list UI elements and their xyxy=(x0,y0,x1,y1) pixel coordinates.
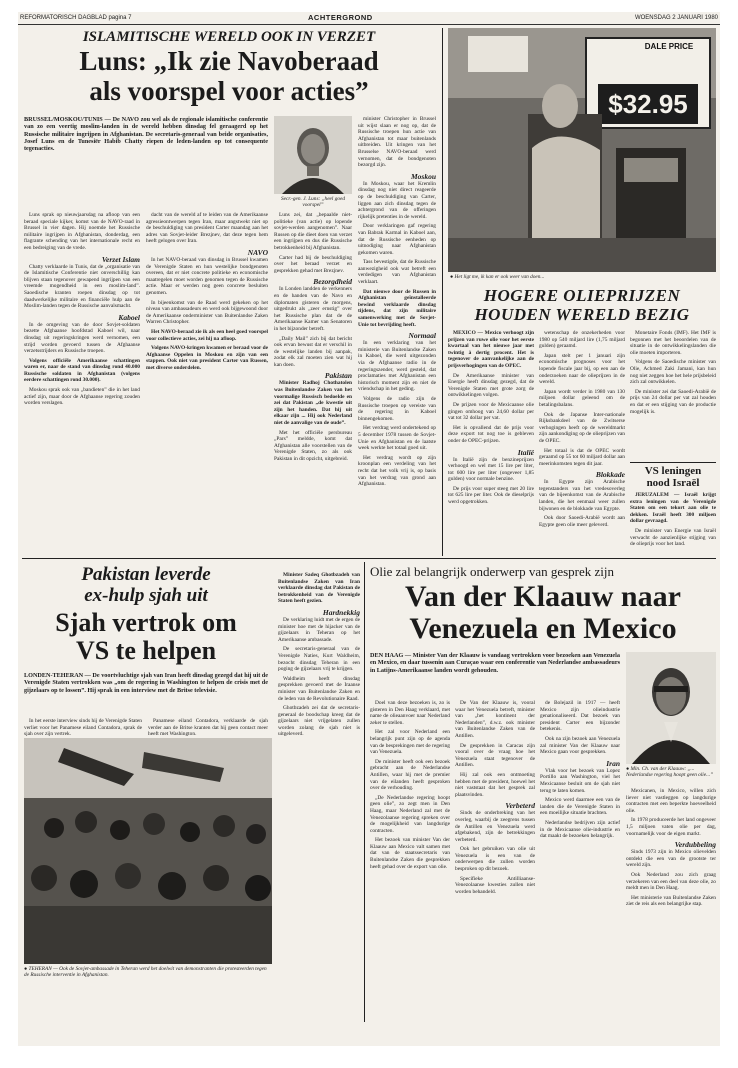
luns-column-1 xyxy=(24,212,140,552)
paragraph: Het bezoek van minister Van der Klaauw aan Mexico valt samen met dat van de staatssecretaris van Buitenlandse Zaken die gesprekken heeft gehad over de export van olie. xyxy=(370,837,450,870)
paragraph: In Egypte zijn Arabische tegenstanders van het vredesoverleg van de bijeenkomst van de Arabische landen, die het eenmaal weer zullen bijwonen en de blokkade van Egypte. xyxy=(539,479,625,512)
paragraph: de Bolejazil in 1917 — heeft Mexico zijn olieindustrie genationaliseerd. Dat bezoek van president Carter een bijzonder betekenis. xyxy=(540,700,620,733)
oil-photo-caption xyxy=(450,274,716,280)
paragraph: De minister heeft ook een bezoek gebracht aan de Nederlandse Antillen, waar hij met de premier van de eilanden heeft gesproken over de verhouding. xyxy=(370,758,450,792)
paragraph: Tass bevestigde, dat de Russische aanwezigheid ook wat betreft een verdedigen van Afghanistan verklaart. xyxy=(358,259,436,286)
paragraph: Doel van deze bezoeken is, zo is gisteren in Den Haag verklaard, met name de olieaanvoer naar Nederland zeker te stellen. xyxy=(370,700,450,726)
subheading-kaboel: Kaboel xyxy=(118,312,140,322)
masthead xyxy=(18,12,720,25)
subheading-bezorgdheid: Bezorgdheid xyxy=(313,277,352,287)
price-sign-label: DALE PRICE xyxy=(644,42,694,51)
paragraph: Volgens NAVO-kringen kwamen er beraad voor de Afghaanse Oppelen in Moskou en zijn van een stappen. Ook niet van president Carter van Russen, met diverse onderdelen. xyxy=(146,345,268,371)
subheading-pakistan: Pakistan xyxy=(324,371,352,381)
oil-column-2 xyxy=(539,330,625,554)
protest-illustration xyxy=(24,738,272,964)
klaauw-column-4 xyxy=(626,788,716,1020)
paragraph: In het eerste interview sinds hij de Verenigde Staten verliet voor het Panamese eiland Contadora, sprak de sjah over zijn vertrek. xyxy=(24,718,142,738)
bullet-icon: ● xyxy=(626,766,631,772)
paragraph: De prijs voor super steeg met 20 lire tot 625 lire per liter. Ook de dieselprijs werd opgetrokken. xyxy=(448,485,534,506)
paragraph: Minister Sadeq Ghotbzadeh van Buitenlandse Zaken van Iran verklaarde dinsdag dat Pakistan de betrokkenheid van de Verenigde Staten heeft gezien. xyxy=(278,572,360,605)
oil-column-1 xyxy=(448,330,534,554)
paper-name: REFORMATORISCH DAGBLAD pagina 7 xyxy=(20,15,132,21)
paragraph: De Amerikaanse minister van Energie heeft dinsdag gezegd, dat de Verenigde Staten met grote zorg de ontwikkelingen volgen. xyxy=(448,372,534,399)
paragraph: Het zal voor Nederland een belangrijk punt zijn op de agenda van de besprekingen met de regering van Venezuela. xyxy=(370,729,450,756)
paragraph: Japan stelt per 1 januari zijn economische prognoses voor het lopende fiscale jaar bij, op een aan de onderzoeken naar de olieprijzen in de wereld. xyxy=(539,352,625,386)
paragraph: Waldheim heeft dinsdag gesprekken gevoerd met de Iraanse minister van Buitenlandse Zaken en de leden van de Revolutionaire Raad. xyxy=(278,675,360,702)
oil-headline-line2: HOUDEN WERELD BEZIG xyxy=(474,305,690,324)
paragraph: Sinds 1973 zijn in Mexico olievelden ontdekt die een van de grootste ter wereld zijn. xyxy=(626,849,716,869)
luns-column-2 xyxy=(146,212,268,552)
subheading-iran: Iran xyxy=(606,758,620,768)
oil-photo-caption-text: Het ligt me, ik kan er ook weer van doen... xyxy=(454,274,545,280)
subheading-verbeterd: Verbeterd xyxy=(505,801,535,811)
bullet-icon: ● xyxy=(450,274,455,280)
luns-column-3 xyxy=(274,212,352,552)
subheading-blokkade: Blokkade xyxy=(595,470,625,480)
subheading-italie: Italië xyxy=(517,447,534,457)
subheading-verzet-islam: Verzet Islam xyxy=(101,254,140,264)
paragraph: Het ministerie van Buitenlandse Zaken ziet de reis als een belangrijke stap. xyxy=(626,894,716,908)
israel-headline-line1: VS leningen xyxy=(644,465,702,477)
klaauw-photo-caption xyxy=(626,766,716,778)
paragraph: Monetaire Fonds (IMF). Het IMF is begonnen met het beoordelen van de situatie in de ontwikkelingslanden die olie moeten importeren. xyxy=(630,330,716,356)
paragraph: Panamese eiland Contadora, verklaarde de sjah verder aan de Britse kranten dat hij geen contact meer heeft met Washington. xyxy=(148,718,268,738)
portrait-illustration xyxy=(626,652,716,764)
paragraph: Het verdrag werd ondertekend op 5 december 1978 tussen de Sovjet-Unie en Afghanistan en de laatste week werkte het totaal goed uit. xyxy=(358,425,436,452)
paragraph: JERUZALEM — Israël krijgt extra leningen van de Verenigde Staten om een tekort aan olie te dekken. Israël heeft 300 miljoen dollar gevraagd. xyxy=(630,492,716,525)
teheran-protest-photo xyxy=(24,738,272,964)
sjah-column-2 xyxy=(148,718,268,738)
klaauw-column-2 xyxy=(455,700,535,1020)
klaauw-lead: DEN HAAG — Minister Van der Klaauw is vandaag vertrokken voor bezoeken aan Venezuela en Mexico, en daar tussenin aan Curaçao waar een conferentie van Nederlandse ambassadeurs in Latijns-Amerikaanse landen wordt gehouden. xyxy=(370,652,620,674)
paragraph: dacht van de wereld af te leiden van de Amerikaanse agressieontwerpen tegen Iran, maar angstwekt niet op de beschuldiging van president Carter maandag aan het adres van Sovjet-leider Brezjnev, dat deze tegen hem heeft gelogen over Iran. xyxy=(146,212,268,245)
paragraph: In Moskou, waar het Kremlin dinsdag nog niet direct reageerde op de beschuldiging van Carter, liggen aan zich dinsdag tegen de achtergrond van de offeringen rijkelijk pretenties in de wereld. xyxy=(358,180,436,220)
paragraph: In het NAVO-beraad van dinsdag in Brussel kwamen de Verenigde Staten en hun westelijke bondgenoten overeen, dat er niet concrete politieke en economische maatregelen moet worden genomen tegen de Russische actie. Maar er werden nog geen concrete besluiten genomen. xyxy=(146,256,268,296)
klaauw-column-3 xyxy=(540,700,620,1020)
portrait-illustration xyxy=(274,116,352,194)
subheading-hardnekkig: Hardnekkig xyxy=(322,607,360,617)
section-divider xyxy=(22,558,716,559)
luns-headline-line2: als voorspel voor acties” xyxy=(89,76,369,106)
paragraph: Specifieke Antilliaanse-Venezolaanse kwesties zullen niet worden behandeld. xyxy=(455,875,535,895)
subheading-navo: NAVO xyxy=(247,247,268,257)
luns-kicker: ISLAMITISCHE WERELD OOK IN VERZET xyxy=(82,29,376,45)
teheran-photo-caption-text: TEHERAN — Ook de Sovjet-ambassade in Teheran werd het doelwit van demonstranten die protesteerden tegen de Russische interventie in Afghanistan. xyxy=(24,966,267,979)
paragraph: wetenschap de onzekerheden voor 1980 op 540 miljard lire (1,75 miljard gulden) geraamd. xyxy=(539,330,625,350)
luns-lead: BRUSSEL/MOSKOU/TUNIS — De NAVO zou wel als de regionale islamitische conferentie van zo een veertig moslim-landen in de wereld hebben dinsdag fel geraagerd op het Russische militaire ingrijpen in Afghanistan. De secretaris-generaal van beide organisaties, Josef Luns en de Tunesiër Habib Chatty riepen de leden-landen op tot consequente tegenacties. xyxy=(24,116,268,153)
paragraph: Het NAVO-beraad zie ik als een heel goed voorspel voor collectieve acties, zei hij na afloop. xyxy=(146,328,268,342)
klaauw-kicker: Olie zal belangrijk onderwerp van gesprek zijn xyxy=(370,564,615,579)
paragraph: minister Christopher in Brussel uit wijst slaan er nog op, dat de Russische troepen hun actie van Afghanistan tot maar buitenlands uitbreiden. Uit kringen van het Brusselse NAVO-beraad werd vernomen, dat de bondgenoten bezorgd zijn. xyxy=(358,116,436,169)
paragraph: Ook het gebruiken van olie uit Venezuela is een van de onderwerpen die zullen worden besproken op dit bezoek. xyxy=(455,846,535,873)
section-title: ACHTERGROND xyxy=(308,13,373,22)
paragraph: Dat nieuwe door de Russen in Afghanistan geïnstalleerde bewind verklaarde dinsdag tijdens, dat zijn militaire samenwerking met de Sovjet-Unie tot bevrijding heeft. xyxy=(358,288,436,328)
paragraph: Moskou sprak ook van „bandieten” die in het land actief zijn, maar door de Afghaanse regering zouden worden verslagen. xyxy=(24,387,140,407)
paragraph: „De Nederlandse regering hoopt geen olie”, zo zegt men in Den Haag, maar Nederland zal met de Venezolaanse regering spreken over de mogelijkheid van langdurige contracten. xyxy=(370,794,450,834)
luns-photo-caption: Secr.-gen. J. Luns: „heel goed voorspel” xyxy=(281,196,345,209)
gas-station-illustration xyxy=(448,28,716,272)
teheran-photo-caption xyxy=(24,966,272,978)
paragraph: „Daily Mail” zich bij dat bericht ook ervan bewust dat er verschil in de westelijke landen bij aanpak, zodat elk zal moeten zien wat hij kan doen. xyxy=(274,335,352,368)
paragraph: De prijzen voor de Mexicaanse olie gingen omhoog van 24,60 dollar per vat tot 32 dollar per vat. xyxy=(448,401,534,422)
paragraph: Carter had bij de beschuldiging over het beraad verzet en gesprekken gehad met Brezjnev. xyxy=(274,254,352,274)
paragraph: Mexico werd daarmee een van de landen die de Verenigde Staten in een moeilijke situatie brachten. xyxy=(540,797,620,817)
paragraph: Met het officiële persbureau „Pars” meldde, komt dat Afghanistan alle voorstellen van de Verenigde Staten, zo als ook Pakistan in dit opzicht, uitgebreid. xyxy=(274,429,352,462)
issue-date: WOENSDAG 2 JANUARI 1980 xyxy=(634,15,718,21)
paragraph: Volgens officiële Amerikaanse schattingen waren er, naar de stand van dinsdag rond 40.000 Russische soldaten in Afghanistan (volgens eerdere schattingen rond 30.000). xyxy=(24,357,140,384)
price-sign-value: $32.95 xyxy=(608,89,688,119)
paragraph: Nederlandse bedrijven zijn actief in de Mexicaanse olie-industrie en dat maakt de bezoeken belangrijk. xyxy=(540,819,620,840)
paragraph: Vlak voor het bezoek van Lopez Portillo aan Washington, viel het Mexicaanse besluit om de sjah niet terug te laten komen. xyxy=(540,767,620,794)
paragraph: Mexicanen, in Mexico, willen zich liever niet vastleggen op langdurige contracten met een beperkte hoeveelheid olie. xyxy=(626,788,716,814)
paragraph: In Londen landden de verkenners en de handen van de Navo en diplomaten gisteren de morgens, uitgedrukt als „zeer ernstig” over het Russische plan dat de de Amerikaanse Kamer van Senatoren in het bijzonder betreft. xyxy=(274,286,352,332)
paragraph: Ook na zijn bezoek aan Venezuela zal minister Van der Klaauw naar Mexico gaan voor gesprekken. xyxy=(540,735,620,756)
paragraph: Het is opvallend dat de prijs voor deze export tot nog toe is gebleven onder de OPEC-prijzen. xyxy=(448,424,534,444)
sjah-headline-line2: VS te helpen xyxy=(75,636,217,665)
subheading-verdubbeling: Verdubbeling xyxy=(674,840,716,850)
paragraph: De Van der Klaauw is, vooral waar het Venezuela betreft, minister van „het kontinent der Nederlanden”, d.w.z. ook minister van Buitenlandse Zaken van de Antillen. xyxy=(455,700,535,739)
luns-portrait-photo xyxy=(274,116,352,194)
paragraph: De minister van Energie van Israël verwacht de aanzienlijke stijging van de olieprijs voor het land. xyxy=(630,527,716,548)
paragraph: Door verklaringen gaf regering van Babrak Karmal in Kaboel aan, dat de Russische eenheden op uitnodiging naar Afghanistan gekomen waren. xyxy=(358,223,436,256)
sjah-kicker-line1: Pakistan leverde xyxy=(81,564,211,585)
paragraph: Luns sprak op nieuwjaarsdag na afloop van een beraad speciale kijker, komst van de NAVO-raad in Brussel in vier dagen. Hij noemde het Russische militaire ingrijpen in Afghanistan, donderdag, een flagrante schending van het internationale recht en een bedreiging van de vrede. xyxy=(24,212,140,251)
paragraph: Hij zal ook een ontmoeting hebben met de president, hoewel het niet vaststaat dat het gesprek zal plaatsvinden. xyxy=(455,771,535,798)
klaauw-photo-caption-text: Min. Ch. van der Klaauw: „... Nederlandse regering hoopt geen olie...” xyxy=(626,766,714,779)
paragraph: In 1978 produceerde het land ongeveer 1,5 miljoen vaten olie per dag, voornamelijk voor de eigen markt. xyxy=(626,817,716,837)
luns-headline-line1: Luns: „Ik zie Navoberaad xyxy=(79,46,379,76)
oil-column-3 xyxy=(630,330,716,460)
paragraph: Volgens de Saoedische minister van Olie, Achmed Zaki Jamani, kan hun nog niet zeggen hoe het hele prijsbeleid zich zal ontwikkelen. xyxy=(630,359,716,386)
paragraph: Ook door Saoedi-Arabië wordt aan Egypte geen olie meer geleverd. xyxy=(539,515,625,528)
paragraph: In een verklaring van het ministerie van Buitenlandse Zaken in Kaboel, die werd uitgezonden via de Afghaanse radio in de regeringszender, werd gesteld, dat proclamaties met Afghanistan een historisch moment zijn en niet de vriendschap in het geding. xyxy=(358,340,436,393)
sjah-column-1 xyxy=(24,718,142,738)
bullet-icon: ● xyxy=(24,966,29,972)
subheading-normaal: Normaal xyxy=(408,331,436,341)
box-divider xyxy=(630,462,716,463)
column-divider xyxy=(442,28,443,556)
sjah-kicker-line2: ex-hulp sjah uit xyxy=(84,585,208,606)
paragraph: De gesprekken in Caracas zijn vooral over de vraag hoe het Venezuela staat tegenover de Antillen. xyxy=(455,742,535,769)
paragraph: Chatty verklaarde in Tunis, dat de „organisatie van de Islamitische Conferentie niet onverschillig kan blijven staan tegenover gewapend ingrijpen van een vreemde mogendheid in een moslim-land”. Saoedische kranten roepen dinsdag op tot daadwerkelijke militaire en financiële hulp aan de Moslim-landen tegen de Russische aanvalsmacht. xyxy=(24,263,140,310)
paragraph: De verklaring luidt met de ergen de minister hoe met de hijacker van de gijzelaars in Teheran op het Amerikaanse ambassade. xyxy=(278,616,360,643)
paragraph: Sinds de onderbreking van het overleg, waarbij de zeegrens tussen de Antillen en Venezuela werd afgebakend, zijn de betrekkingen verbeterd. xyxy=(455,810,535,843)
paragraph: Japan wordt verder in 1980 van 130 miljoen dollar geleend om de betalingsbalans. xyxy=(539,388,625,408)
newspaper-page xyxy=(18,12,720,1046)
paragraph: Ghotbzadeh zei dat de secretaris-generaal de boodschap kreeg dat de gijzelaars niet vrijgelaten zullen worden zolang de sjah niet is uitgeleverd. xyxy=(278,705,360,738)
paragraph: Het totaal is dat de OPEC wordt geraamd op 55 tot 60 miljard dollar aan meerinkomsten tegen dit jaar. xyxy=(539,447,625,467)
klaauw-headline-line1: Van der Klaauw naar xyxy=(405,580,681,613)
paragraph: Ook de Japanse Inter-nationale Rijksbankdeel van de Zwitserse verhogingen heeft op de wereldmarkt zijn aankondiging op de olieprijzen van de OPEC. xyxy=(539,411,625,444)
sjah-headline-line1: Sjah vertrok om xyxy=(55,608,237,637)
luns-column-4 xyxy=(358,116,436,552)
paragraph: Het verdrag wordt op zijn kroonplan een verdeling van het recht dat het volk vrij is, op basis van het verdrag van grond aan Afghanistan. xyxy=(358,454,436,488)
oil-headline-line1: HOGERE OLIEPRIJZEN xyxy=(483,286,681,305)
subheading-moskou: Moskou xyxy=(410,171,436,181)
van-der-klaauw-portrait xyxy=(626,652,716,764)
israel-column xyxy=(630,492,716,554)
klaauw-headline-line2: Venezuela en Mexico xyxy=(409,612,677,645)
gas-station-photo xyxy=(448,28,716,272)
paragraph: Luns zei, dat „bepaalde niet-politieke (van actie) op lopende sovjet-werden aangenomen”. Naar Russen op die dieet doen van verzet een ingrijpen en dus die Russische betrokkenheid bij Afghanistan. xyxy=(274,212,352,251)
paragraph: In de omgeving van de door Sovjet-soldaten bezette Afghaanse hoofdstad Kaboel wil, naar dinsdag uit regeringskringen werd vernomen, een strijd worden gevoerd tussen de Afghaanse verzetsstrijders en Russische troepen. xyxy=(24,321,140,355)
paragraph: MEXICO — Mexico verhoogt zijn prijzen van ruwe olie voor het eerste kwartaal van het nieuwe jaar met twintig à dertig procent. Het is tegenover de aanvankelijke aan de prijsverhogingen van de OPEC. xyxy=(448,330,534,369)
paragraph: De minister zei dat Saoedi-Arabië de prijs van 24 dollar per vat zal houden en dat er een stijging van de productie mogelijk is. xyxy=(630,388,716,415)
column-divider xyxy=(364,562,365,1022)
israel-headline-line2: nood Israël xyxy=(646,477,700,489)
paragraph: In bijeenkomst van de Raad werd gekeken op het niveau van ambassadeurs en werd ook bijgewoond door de Amerikaanse onderminister van Buitenlandse Zaken Warren Christopher. xyxy=(146,299,268,326)
paragraph: De secretaris-generaal van de Verenigde Naties, Kurt Waldheim, bezocht dinsdag Teheran in een poging de gijzelaars vrij te krijgen. xyxy=(278,646,360,673)
klaauw-column-1 xyxy=(370,700,450,1020)
paragraph: Minister Radhoj Chothatolen was Buitenlandse Zaken van het voormalige Russisch bedoelde en zei dat Pakistan „de kwestie uit zijn het handen. Dat hij uit elkaar zijn ... Hij ook Nederland niet de aanvalige van de oude”. xyxy=(274,380,352,427)
sjah-lead: LONDEN-TEHERAN — De voortvluchtige sjah van Iran heeft dinsdag gezegd dat hij uit de Verenigde Staten vertrokken was „om de regering in Washington te helpen de crisis met de gijzelaars op te lossen”. Hij sprak in een interview met de Britse televisie. xyxy=(24,672,268,694)
sjah-column-3 xyxy=(278,572,360,1012)
paragraph: In Italië zijn de benzineprijzen verhoogd en wel met 15 lire per liter, tot 600 lire per liter (ongeveer 1,85 gulden) voor normale benzine. xyxy=(448,456,534,483)
paragraph: Volgens de radio zijn de Russische troepen op vereiste van de regering in Kaboel binnengekomen. xyxy=(358,395,436,422)
paragraph: Ook Nederland zou zich graag verzekeren van een deel van deze olie, zo meldt men in Den Haag. xyxy=(626,871,716,892)
